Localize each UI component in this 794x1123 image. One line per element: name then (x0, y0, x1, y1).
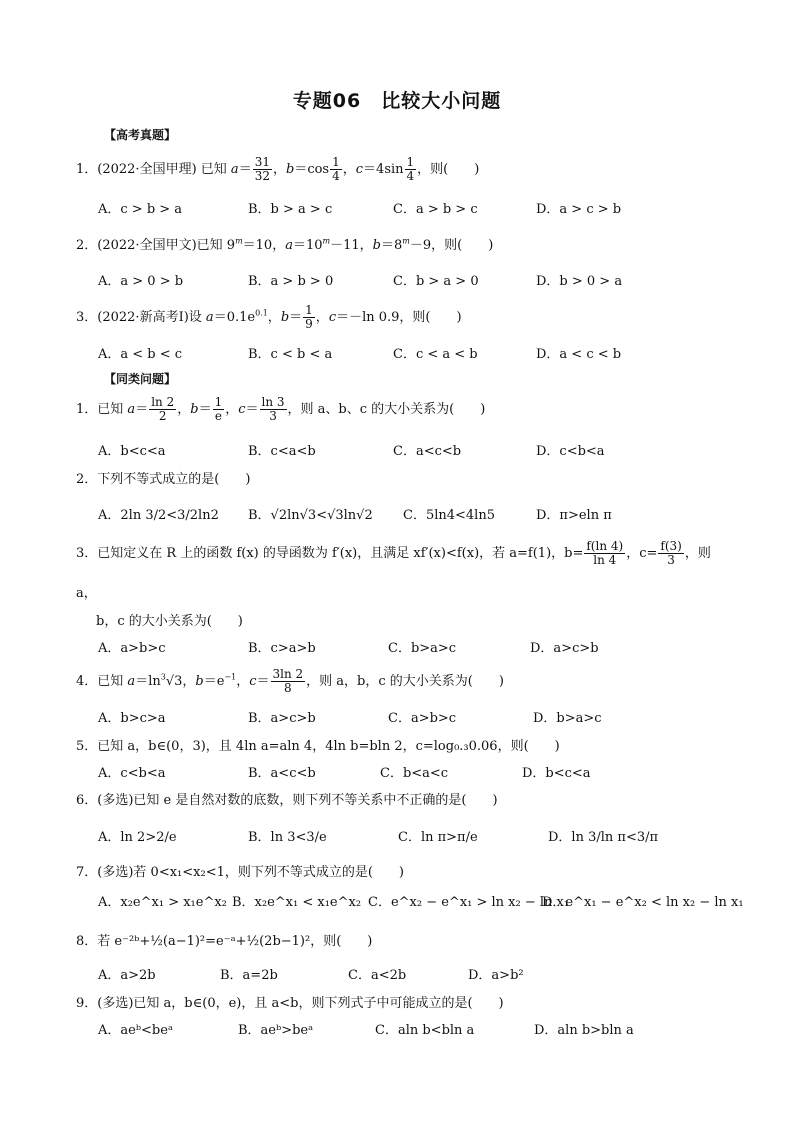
option-a[interactable]: A．a < b < c (98, 347, 183, 362)
options-t6 (98, 826, 738, 844)
options-g2 (98, 270, 738, 288)
options-t4 (98, 707, 738, 725)
options-t9 (98, 1019, 738, 1037)
option-a[interactable]: A．a>b>c (98, 641, 166, 656)
option-d[interactable]: D．a>c>b (530, 641, 599, 656)
option-d[interactable]: D．c<b<a (536, 444, 605, 459)
options-t8 (98, 964, 738, 982)
option-b[interactable]: B．a<c<b (248, 766, 316, 781)
option-d[interactable]: D．b>a>c (533, 711, 602, 726)
option-a[interactable]: A．aeᵇ<beᵃ (98, 1023, 173, 1038)
options-t3 (98, 637, 738, 655)
question-t9: 9．(多选)已知 a，b∈(0，e)，且 a<b，则下列式子中可能成立的是( ) (76, 996, 504, 1011)
options-t2 (98, 504, 738, 522)
options-t7 (98, 891, 744, 910)
option-d[interactable]: D．a > c > b (536, 202, 622, 217)
option-a[interactable]: A．x₂e^x₁ > x₁e^x₂ (98, 895, 227, 910)
option-b[interactable]: B．c<a<b (248, 444, 316, 459)
question-t5: 5．已知 a，b∈(0，3)，且 4ln a=aln 4，4ln b=bln 2，c=log₀.₃0.06，则( ) (76, 739, 560, 754)
option-c[interactable]: C．aln b<bln a (375, 1023, 475, 1038)
option-d[interactable]: D．π>eln π (536, 508, 612, 523)
question-t7: 7．(多选)若 0<x₁<x₂<1，则下列不等式成立的是( ) (76, 865, 405, 880)
question-source: (2022·新高考Ⅰ) (97, 310, 189, 325)
question-g2: 2．(2022·全国甲文)已知 $9^m=10$，$a=10^m-11$，$b=8^m-9$，则( ) (76, 236, 494, 253)
options-g3 (98, 343, 738, 361)
option-d[interactable]: D．ln 3/ln π<3/π (548, 830, 659, 845)
question-g3: 3．(2022·新高考Ⅰ)设 $a=0.1e^{0.1}$，b＝ $\frac{1}{9}$ ，c＝－ln 0.9，则( ) (76, 303, 462, 331)
question-g1: 1．(2022·全国甲理) 已知 a＝ $\frac{31}{32}$ ，b＝cos $\frac{1}{4}$ ，c＝4sin $\frac{1}{4}$ ，则( ) (76, 155, 480, 183)
option-d[interactable]: D．a < c < b (536, 347, 622, 362)
question-t8: 8．若 e⁻²ᵇ+½(a−1)²=e⁻ᵃ+½(2b−1)²，则( ) (76, 934, 373, 949)
question-t2: 2．下列不等式成立的是( ) (76, 472, 251, 487)
question-t3-cont-a: a， (76, 586, 97, 601)
option-b[interactable]: B．a=2b (220, 968, 278, 983)
option-b[interactable]: B．x₂e^x₁ < x₁e^x₂ (232, 895, 362, 910)
options-t5 (98, 762, 738, 780)
options-g1 (98, 198, 738, 216)
option-c[interactable]: C．5ln4<4ln5 (403, 508, 495, 523)
option-c[interactable]: C．a > b > c (393, 202, 478, 217)
option-c[interactable]: C．b<a<c (380, 766, 449, 781)
option-d[interactable]: D．b<c<a (522, 766, 591, 781)
option-b[interactable]: B．ln 3<3/e (248, 830, 327, 845)
option-b[interactable]: B．√2ln√3<√3ln√2 (248, 508, 373, 523)
option-c[interactable]: C．b>a>c (388, 641, 457, 656)
option-b[interactable]: B．a > b > 0 (248, 274, 334, 289)
question-t6: 6．(多选)已知 e 是自然对数的底数，则下列不等关系中不正确的是( ) (76, 793, 498, 808)
option-a[interactable]: A．c<b<a (98, 766, 166, 781)
page-title: 专题06 比较大小问题 (292, 90, 502, 112)
question-source: (2022·全国甲文) (97, 238, 197, 253)
option-a[interactable]: A．ln 2>2/e (98, 830, 177, 845)
option-d[interactable]: D．e^x₁ − e^x₂ < ln x₂ − ln x₁ (542, 895, 744, 910)
option-d[interactable]: D．aln b>bln a (534, 1023, 634, 1038)
option-d[interactable]: D．a>b² (468, 968, 524, 983)
option-a[interactable]: A．b>c>a (98, 711, 166, 726)
option-c[interactable]: C．a<c<b (393, 444, 462, 459)
option-d[interactable]: D．b > 0 > a (536, 274, 623, 289)
question-t3-cont-b: b，c 的大小关系为( ) (96, 614, 243, 629)
option-a[interactable]: A．b<c<a (98, 444, 166, 459)
option-c[interactable]: C．b > a > 0 (393, 274, 479, 289)
option-b[interactable]: B．c>a>b (248, 641, 316, 656)
option-b[interactable]: B．aeᵇ>beᵃ (238, 1023, 314, 1038)
option-b[interactable]: B．b > a > c (248, 202, 333, 217)
question-t3: 3．已知定义在 R 上的函数 f(x) 的导函数为 f′(x)，且满足 xf′(x)<f(x)，若 a=f(1)，b= $\frac{f(\ln 4)}{\ln 4}$ ，c= $\frac{f(3)}{3}$ ，则 (76, 539, 711, 567)
option-a[interactable]: A．c > b > a (98, 202, 183, 217)
option-a[interactable]: A．a>2b (98, 968, 156, 983)
option-c[interactable]: C．c < a < b (393, 347, 478, 362)
option-c[interactable]: C．e^x₂ − e^x₁ > ln x₂ − ln x₁ (368, 895, 570, 910)
option-a[interactable]: A．2ln 3/2<3/2ln2 (98, 508, 219, 523)
option-a[interactable]: A．a > 0 > b (98, 274, 184, 289)
section-heading-gaokao: 【高考真题】 (104, 128, 177, 142)
options-t1 (98, 440, 738, 458)
option-c[interactable]: C．ln π>π/e (398, 830, 478, 845)
section-heading-tonglei: 【同类问题】 (104, 372, 177, 386)
question-source: (2022·全国甲理) (97, 162, 197, 177)
option-b[interactable]: B．c < b < a (248, 347, 333, 362)
question-t1: 1．已知 a＝ $\frac{\ln 2}{2}$ ，b＝ $\frac{1}{e}$ ，c＝ $\frac{\ln 3}{3}$ ，则 a、b、c 的大小关系为( ) (76, 395, 486, 423)
option-c[interactable]: C．a>b>c (388, 711, 457, 726)
option-c[interactable]: C．a<2b (348, 968, 407, 983)
question-t4: 4．已知 $a=\ln^3√3$，$b=e^{-1}$，c＝ $\frac{3\ln 2}{8}$ ，则 a，b，c 的大小关系为( ) (76, 667, 504, 695)
option-b[interactable]: B．a>c>b (248, 711, 316, 726)
